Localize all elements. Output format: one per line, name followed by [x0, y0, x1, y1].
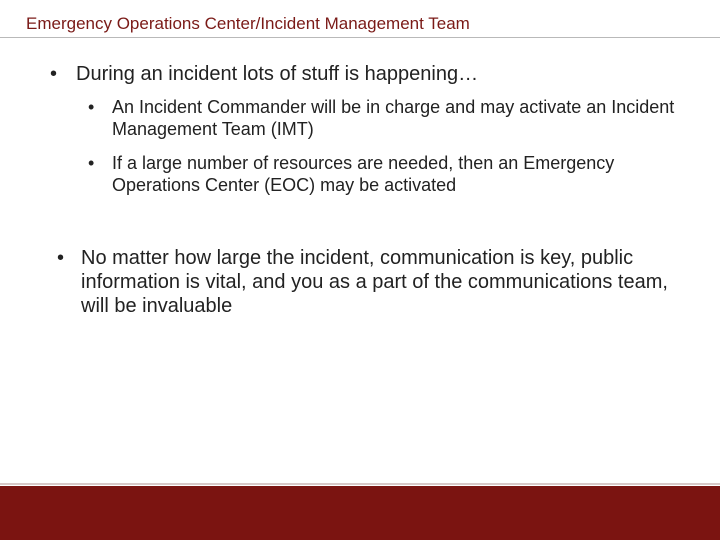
sub-bullet-item — [88, 96, 688, 140]
sub-bullet-text: An Incident Commander will be in charge and may activate an Incident Management Team (IMT) — [112, 97, 675, 139]
slide-title: Emergency Operations Center/Incident Management Team — [26, 14, 470, 33]
footer-divider — [0, 483, 720, 485]
bullet-marker: • — [88, 153, 95, 173]
sub-bullet-text: If a large number of resources are needed, then an Emergency Operations Center (EOC) may be activated — [112, 153, 615, 195]
bullet-item — [50, 62, 690, 86]
bullet-text: No matter how large the incident, communication is key, public information is vital, and you as a part of the communications team, will be invaluable — [81, 247, 668, 317]
bullet-text: During an incident lots of stuff is happening… — [76, 63, 479, 85]
bullet-item — [57, 246, 697, 318]
sub-bullet-item — [88, 152, 688, 196]
footer-bar — [0, 486, 720, 540]
bullet-marker: • — [88, 97, 95, 117]
title-divider — [0, 37, 720, 38]
bullet-marker: • — [50, 63, 58, 85]
bullet-marker: • — [57, 247, 65, 269]
